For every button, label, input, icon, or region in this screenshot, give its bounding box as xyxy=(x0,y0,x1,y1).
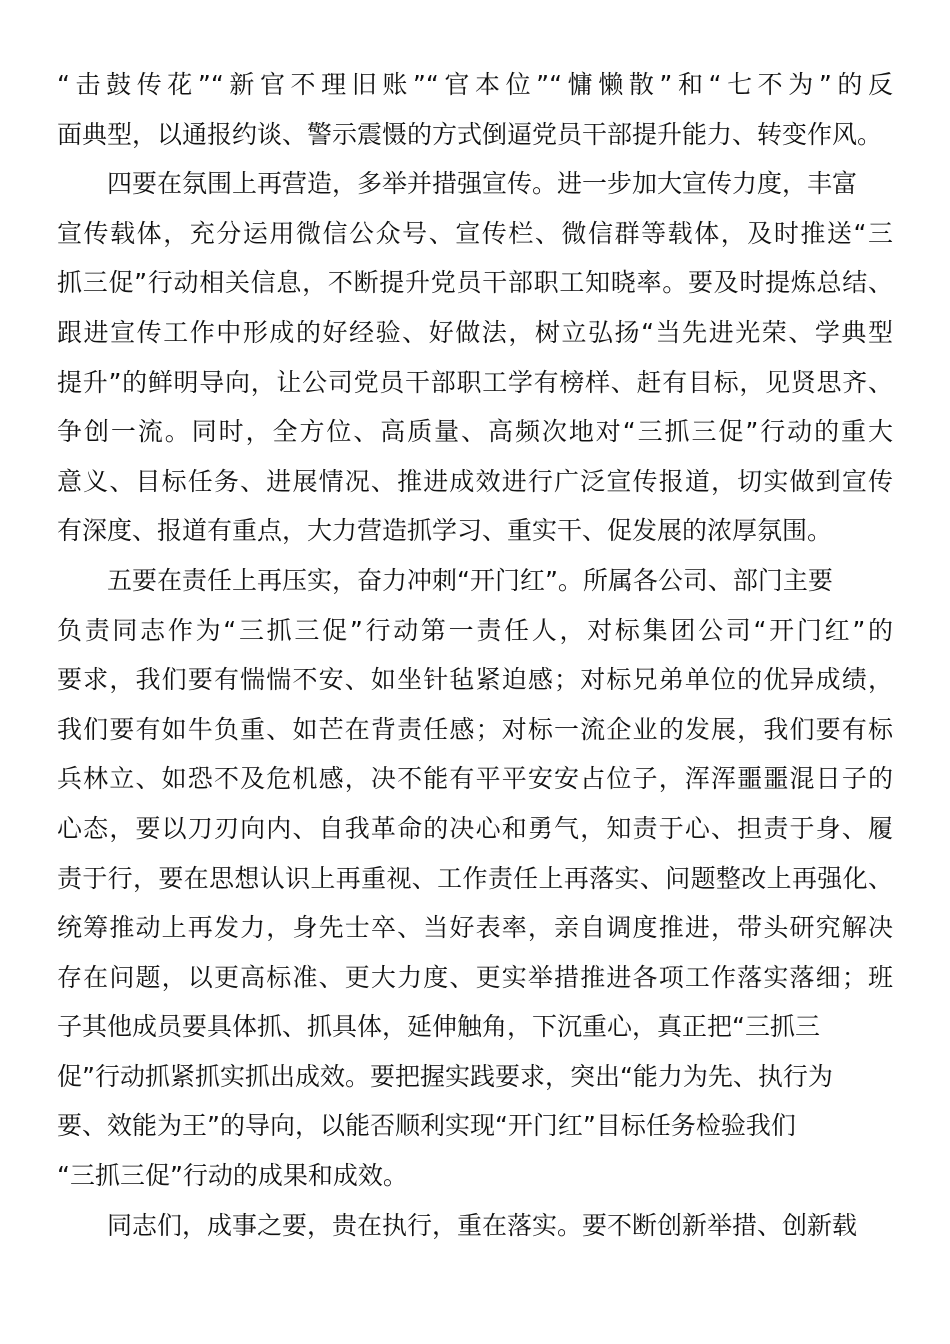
text-line: 提升”的鲜明导向，让公司党员干部职工学有榜样、赶有目标，见贤思齐、 xyxy=(57,367,893,397)
text-line: 兵林立、如恐不及危机感，决不能有平平安安占位子，浑浑噩噩混日子的 xyxy=(57,764,893,794)
text-line: 有深度、报道有重点，大力营造抓学习、重实干、促发展的浓厚氛围。 xyxy=(57,516,833,546)
text-line: 存在问题，以更高标准、更大力度、更实举措推进各项工作落实落细；班 xyxy=(57,962,893,992)
text-line: 抓三促”行动相关信息，不断提升党员干部职工知晓率。要及时提炼总结、 xyxy=(57,268,893,298)
text-line: 争创一流。同时，全方位、高质量、高频次地对“三抓三促”行动的重大 xyxy=(57,417,893,447)
text-line: 责于行，要在思想认识上再重视、工作责任上再落实、问题整改上再强化、 xyxy=(57,863,893,893)
text-line: 统筹推动上再发力，身先士卒、当好表率，亲自调度推进，带头研究解决 xyxy=(57,913,893,943)
text-line: 面典型，以通报约谈、警示震慑的方式倒逼党员干部提升能力、转变作风。 xyxy=(57,119,883,149)
text-line: 跟进宣传工作中形成的好经验、好做法，树立弘扬“当先进光荣、学典型 xyxy=(57,317,893,347)
text-line: 要、效能为王”的导向，以能否顺利实现“开门红”目标任务检验我们 xyxy=(57,1111,796,1141)
text-line: 促”行动抓紧抓实抓出成效。要把握实践要求，突出“能力为先、执行为 xyxy=(57,1061,833,1091)
text-line: 我们要有如牛负重、如芒在背责任感；对标一流企业的发展，我们要有标 xyxy=(57,714,893,744)
paragraph-start-line: 同志们，成事之要，贵在执行，重在落实。要不断创新举措、创新载 xyxy=(107,1210,858,1240)
text-line: “三抓三促”行动的成果和成效。 xyxy=(57,1161,408,1191)
paragraph-start-line: 四要在氛围上再营造，多举并措强宣传。进一步加大宣传力度，丰富 xyxy=(107,169,858,199)
text-line: “击鼓传花”“新官不理旧账”“官本位”“慵懒散”和“七不为”的反 xyxy=(57,70,893,99)
text-line: 心态，要以刀刃向内、自我革命的决心和勇气，知责于心、担责于身、履 xyxy=(57,813,893,843)
text-line: 要求，我们要有惴惴不安、如坐针毡紧迫感；对标兄弟单位的优异成绩， xyxy=(57,665,893,695)
body-text xyxy=(57,60,893,1250)
paragraph-start-line: 五要在责任上再压实，奋力冲刺“开门红”。所属各公司、部门主要 xyxy=(107,565,833,595)
text-line: 子其他成员要具体抓、抓具体，延伸触角，下沉重心，真正把“三抓三 xyxy=(57,1012,820,1042)
text-line: 意义、目标任务、进展情况、推进成效进行广泛宣传报道，切实做到宣传 xyxy=(57,466,893,496)
text-line: 负责同志作为“三抓三促”行动第一责任人，对标集团公司“开门红”的 xyxy=(57,615,893,645)
text-line: 宣传载体，充分运用微信公众号、宣传栏、微信群等载体，及时推送“三 xyxy=(57,218,893,248)
